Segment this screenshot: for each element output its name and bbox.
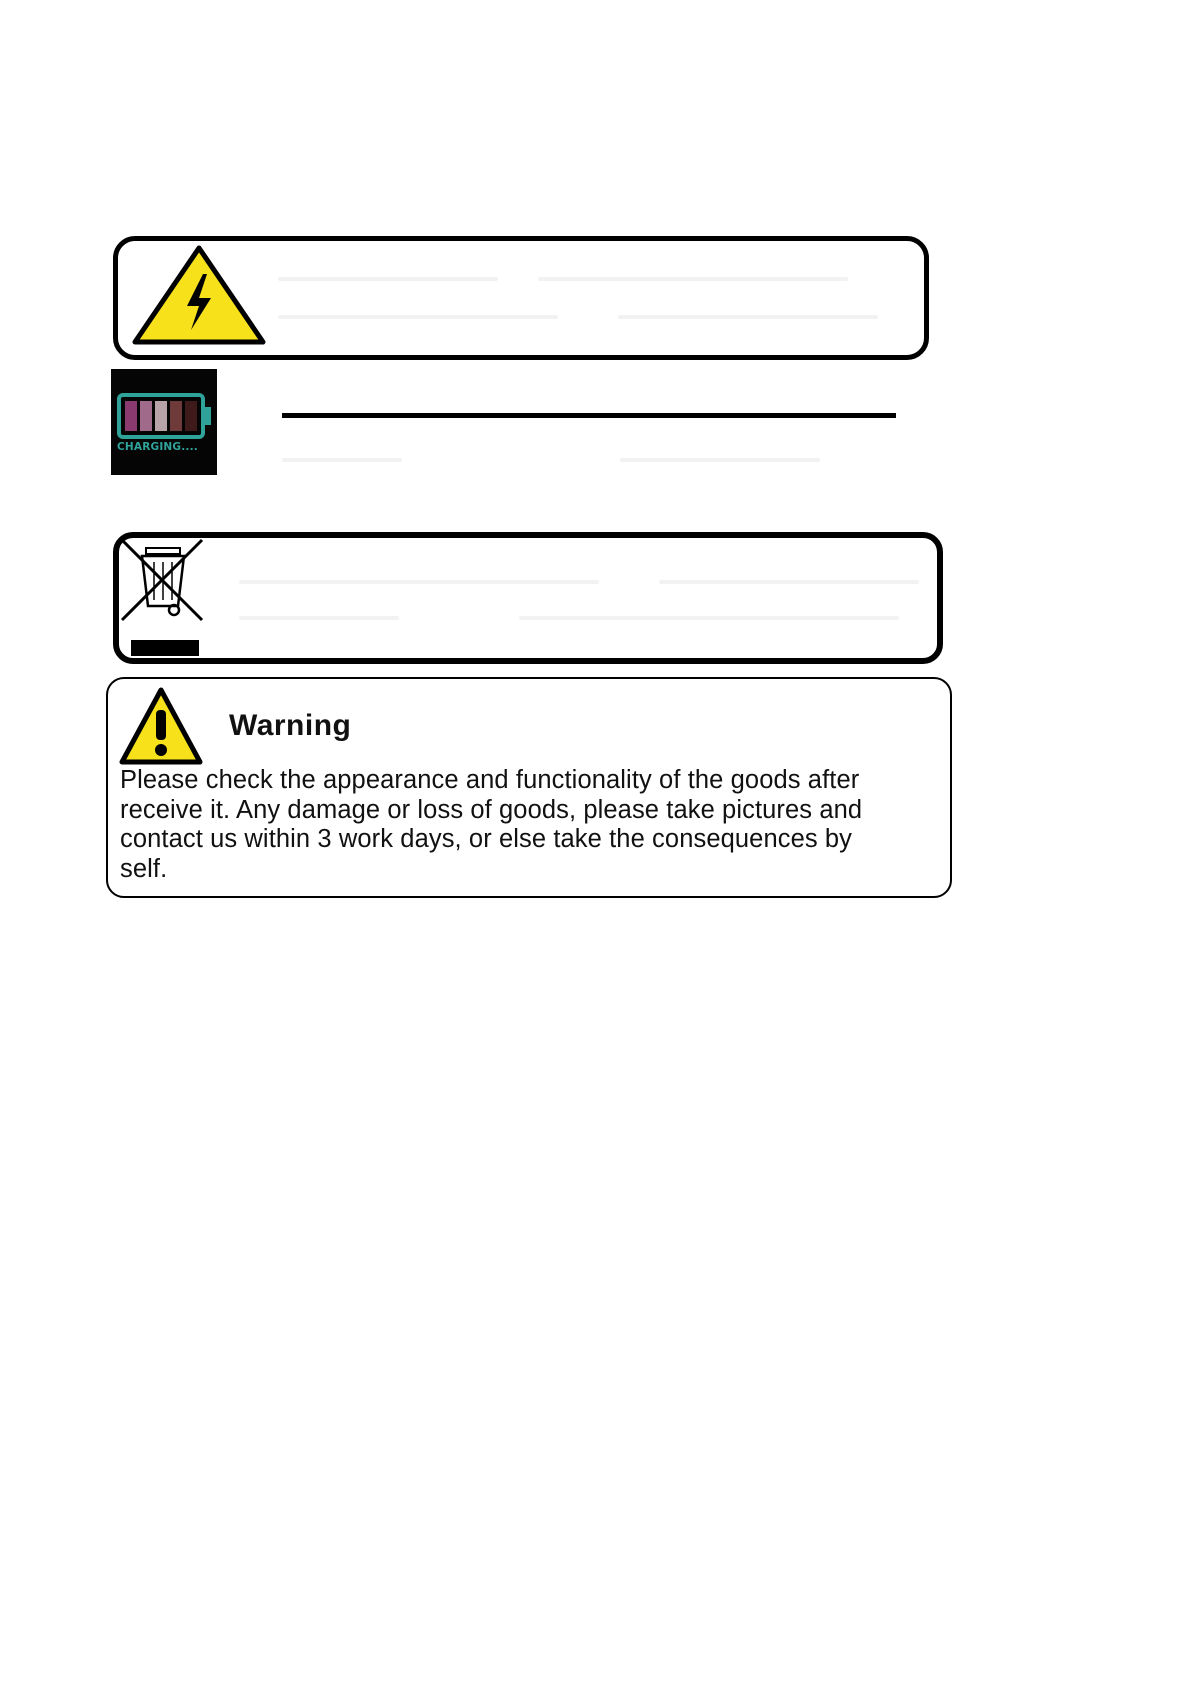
electric-hazard-icon	[131, 244, 267, 346]
faded-text-line	[239, 616, 399, 620]
faded-text-line	[659, 580, 919, 584]
faded-text-line	[519, 616, 899, 620]
warning-body-line: self.	[120, 854, 168, 883]
faded-text-line	[278, 277, 498, 281]
warning-body-line: Please check the appearance and functionality of the goods after	[120, 766, 860, 794]
faded-text-line	[620, 458, 820, 462]
warning-body-line: contact us within 3 work days, or else take the consequences by	[120, 825, 853, 854]
charging-rule	[282, 413, 896, 418]
faded-text-line	[278, 315, 558, 319]
faded-text-line	[282, 458, 402, 462]
warning-title: Warning	[229, 709, 352, 742]
warning-body-line: receive it. Any damage or loss of goods, please take pictures and	[120, 795, 863, 824]
warning-body	[120, 766, 946, 884]
crossed-out-bin-icon	[118, 536, 210, 628]
weee-disposal-panel	[113, 532, 943, 664]
battery-charging-icon	[111, 369, 217, 475]
faded-text-line	[618, 315, 878, 319]
faded-text-line	[538, 277, 848, 281]
charging-label: CHARGING....	[117, 441, 198, 453]
exclamation-warning-icon	[118, 686, 204, 766]
faded-text-line	[239, 580, 599, 584]
weee-underline-bar	[131, 640, 199, 656]
